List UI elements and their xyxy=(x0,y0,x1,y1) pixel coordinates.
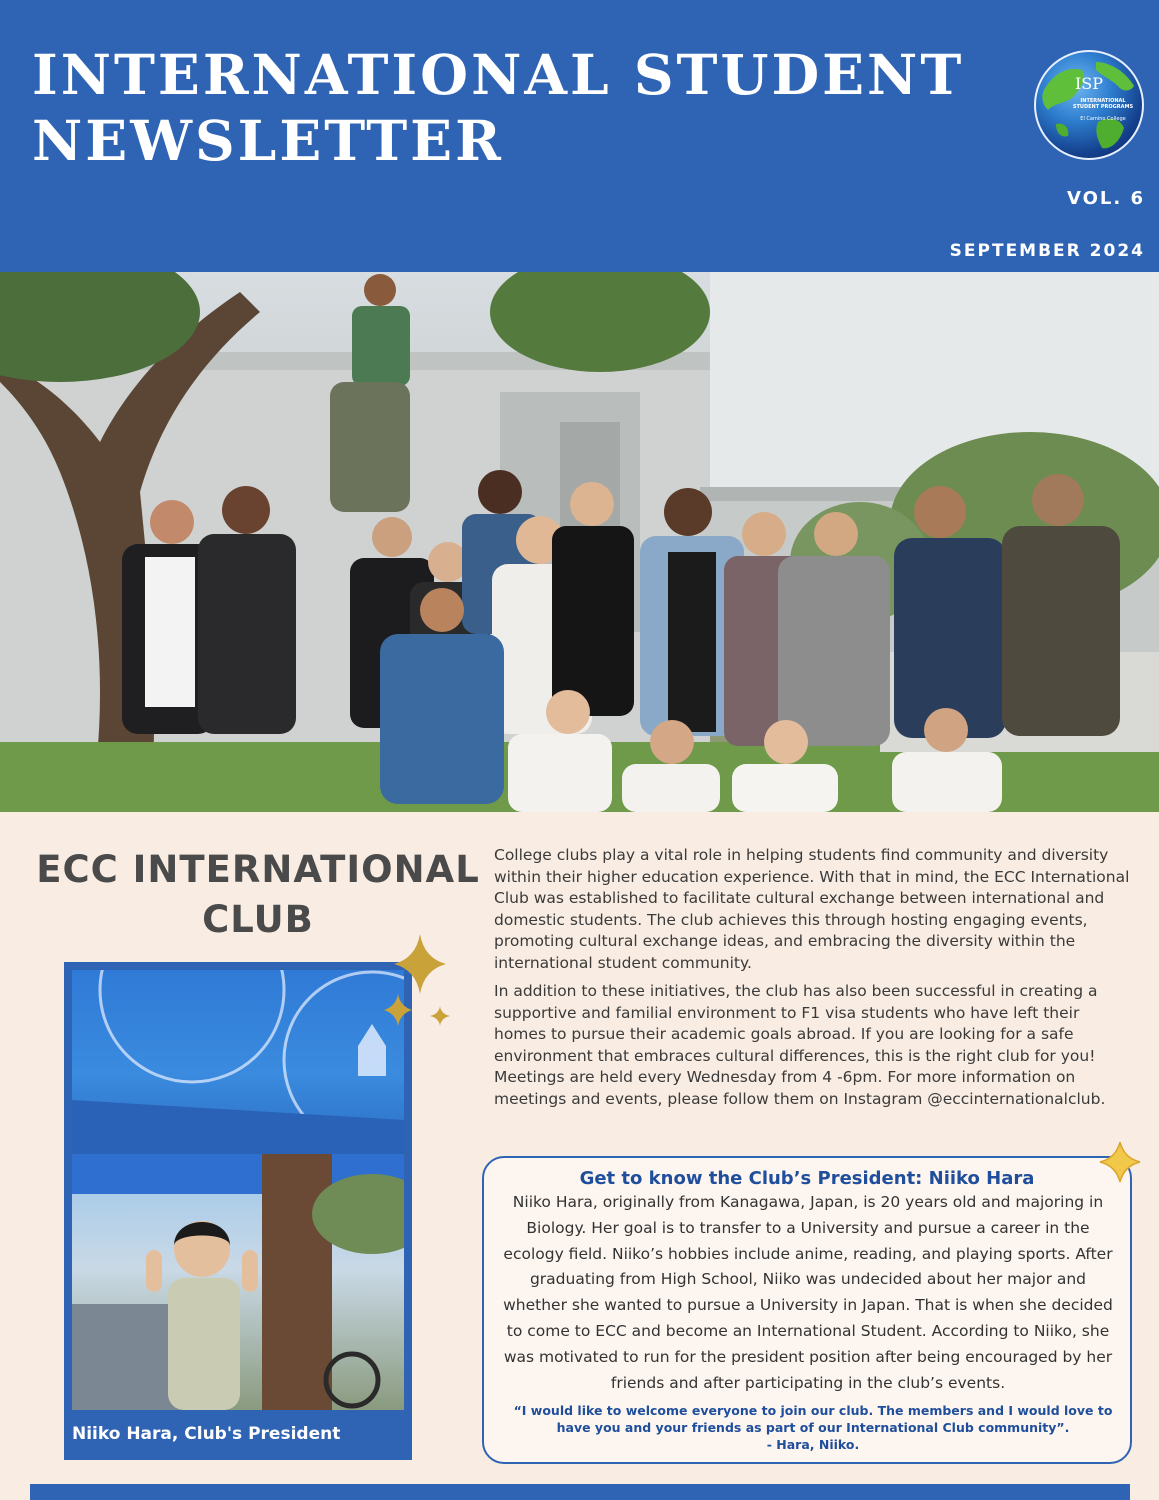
club-article xyxy=(494,845,1134,1117)
president-photo xyxy=(72,1154,404,1410)
canopy-photo xyxy=(72,970,404,1158)
photo-caption: Niiko Hara, Club's President xyxy=(72,1424,341,1444)
newsletter-header xyxy=(0,0,1159,272)
club-heading: ECC INTERNATIONAL CLUB xyxy=(36,848,480,941)
president-quote: “I would like to welcome everyone to join our club. The members and I would love to have you and your friends as part of our International Club community”. - Hara, Niiko. xyxy=(498,1402,1128,1453)
volume-label: VOL. 6 xyxy=(1066,188,1145,209)
group-photo-illustration xyxy=(0,272,1159,812)
article-paragraph-2: In addition to these initiatives, the club has also been successful in creating a supportive and familial environment to F1 visa students who have left their homes to pursue their academic goals abroad. If you are looking for a safe environment that embraces cultural differences, this is the right club for you! Meetings are held every Wednesday from 4 -6pm. For more information on meetings and events, please follow them on Instagram @eccinternationalclub. xyxy=(494,982,1106,1108)
president-bio-box xyxy=(482,1156,1132,1464)
logo-college: El Camino College xyxy=(1080,116,1126,122)
article-paragraph-1: College clubs play a vital role in helping students find community and diversity within their higher education experience. With that in mind, the ECC International Club was established to facilitate cultural exchange between international and domestic students. The club achieves this through hosting engaging events, promoting cultural exchange ideas, and embracing the diversity within the international student community. xyxy=(494,846,1130,972)
star-icon xyxy=(1094,1138,1146,1190)
logo-text: ISP xyxy=(1074,74,1104,93)
logo-subtitle: INTERNATIONAL STUDENT PROGRAMS xyxy=(1072,98,1134,110)
issue-date: SEPTEMBER 2024 xyxy=(949,241,1145,261)
isp-logo xyxy=(1034,50,1144,160)
bio-title: Get to know the Club’s President: Niiko Hara xyxy=(579,1168,1035,1189)
sparkles-icon xyxy=(376,928,466,1038)
footer-bar xyxy=(30,1484,1130,1500)
quote-attribution: - Hara, Niiko. xyxy=(766,1437,860,1452)
club-group-photo xyxy=(0,272,1159,812)
bio-text: Niiko Hara, originally from Kanagawa, Japan, is 20 years old and majoring in Biology. Her goal is to transfer to a University and pursue a career in the ecology field. Niiko’s hobbies include anime, reading, and playing sports. After graduating from High School, Niiko was undecided about her major and whether she wanted to pursue a University in Japan. That is when she decided to come to ECC and become an International Student. According to Niiko, she was motivated to run for the president position after being encouraged by her friends and after participating in the club’s events. xyxy=(503,1193,1113,1392)
president-photo-card xyxy=(64,962,412,1460)
newsletter-title: INTERNATIONAL STUDENT NEWSLETTER xyxy=(32,42,965,173)
